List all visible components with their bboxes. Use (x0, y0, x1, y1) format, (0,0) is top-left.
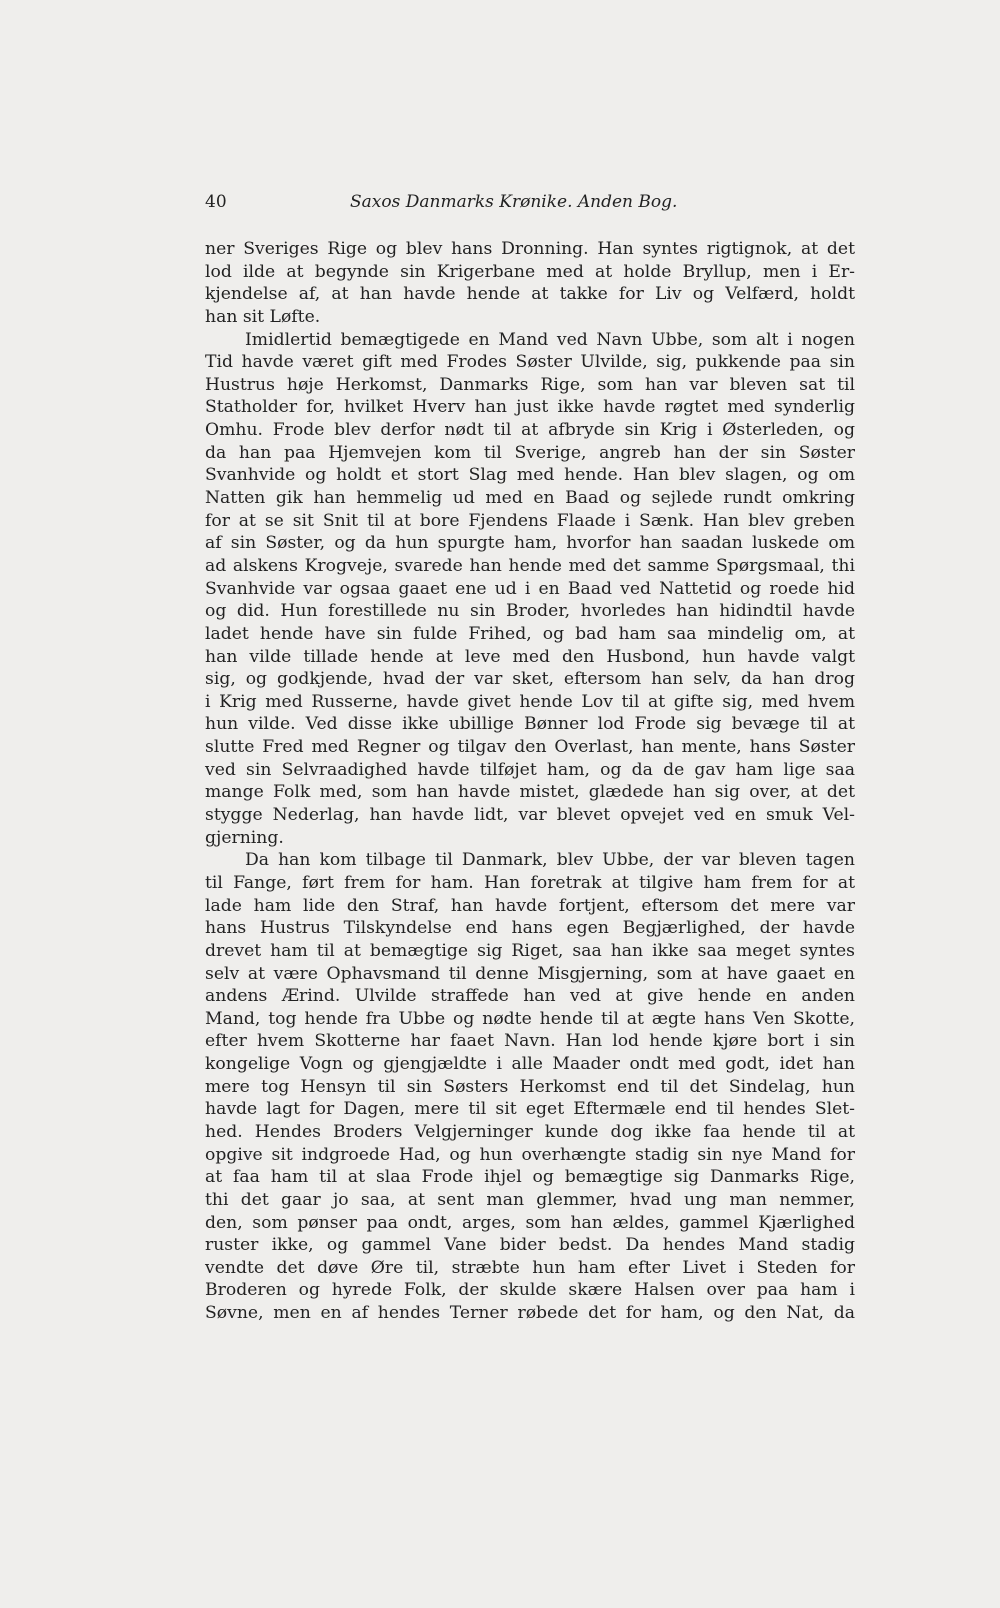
text-line: Svanhvide var ogsaa gaaet ene ud i en Baad ved Nattetid og roede hid (205, 578, 855, 599)
text-line: Søvne, men en af hendes Terner røbede det for ham, og den Nat, da (205, 1303, 855, 1324)
text-line: ner Sveriges Rige og blev hans Dronning. Han syntes rigtignok, at det (205, 239, 855, 259)
text-line: efter hvem Skotterne har faaet Navn. Han lod hende kjøre bort i sin (205, 1031, 855, 1052)
text-line: han sit Løfte. (205, 306, 321, 327)
text-line: Statholder for, hvilket Hverv han just ikke havde røgtet med synderlig (205, 397, 855, 418)
text-line: for at se sit Snit til at bore Fjendens Flaade i Sænk. Han blev greben (205, 510, 855, 531)
text-line: thi det gaar jo saa, at sent man glemmer, hvad ung man nemmer, (205, 1189, 855, 1210)
text-line: Tid havde været gift med Frodes Søster Ulvilde, sig, pukkende paa sin (205, 352, 855, 373)
text-line: havde lagt for Dagen, mere til sit eget Eftermæle end til hendes Slet- (205, 1099, 855, 1120)
text-line: mere tog Hensyn til sin Søsters Herkomst end til det Sindelag, hun (205, 1076, 855, 1097)
text-line: lod ilde at begynde sin Krigerbane med at holde Bryllup, men i Er- (205, 261, 855, 282)
text-line: at faa ham til at slaa Frode ihjel og bemægtige sig Danmarks Rige, (205, 1167, 855, 1188)
text-line: ladet hende have sin fulde Frihed, og bad ham saa mindelig om, at (205, 623, 855, 644)
text-line: da han paa Hjemvejen kom til Sverige, angreb han der sin Søster (205, 442, 855, 463)
text-line: Da han kom tilbage til Danmark, blev Ubbe, der var bleven tagen (245, 850, 855, 871)
text-line: Omhu. Frode blev derfor nødt til at afbryde sin Krig i Østerleden, og (205, 420, 855, 441)
text-line: kongelige Vogn og gjengjældte i alle Maader ondt med godt, idet han (205, 1054, 855, 1075)
text-line: hed. Hendes Broders Velgjerninger kunde dog ikke faa hende til at (205, 1121, 855, 1142)
text-line: gjerning. (205, 827, 284, 848)
text-line: sig, og godkjende, hvad der var sket, eftersom han selv, da han drog (205, 669, 855, 690)
text-line: til Fange, ført frem for ham. Han foretrak at tilgive ham frem for at (205, 872, 855, 893)
text-line: ad alskens Krogveje, svarede han hende med det samme Spørgsmaal, thi (205, 555, 855, 576)
text-line: den, som pønser paa ondt, arges, som han ældes, gammel Kjærlighed (205, 1212, 855, 1233)
body-text (205, 238, 855, 1325)
page-header (205, 192, 855, 222)
text-line: selv at være Ophavsmand til denne Misgjerning, som at have gaaet en (205, 963, 855, 984)
text-line: og did. Hun forestillede nu sin Broder, hvorledes han hidindtil havde (205, 601, 855, 622)
text-line: af sin Søster, og da hun spurgte ham, hvorfor han saadan luskede om (205, 533, 855, 554)
text-line: lade ham lide den Straf, han havde fortjent, eftersom det mere var (205, 895, 855, 916)
text-line: slutte Fred med Regner og tilgav den Overlast, han mente, hans Søster (205, 737, 855, 758)
running-title: Saxos Danmarks Krønike. Anden Bog. (350, 192, 678, 212)
text-line: drevet ham til at bemægtige sig Riget, saa han ikke saa meget syntes (205, 940, 855, 961)
text-line: kjendelse af, at han havde hende at takke for Liv og Velfærd, holdt (205, 284, 855, 305)
text-line: mange Folk med, som han havde mistet, glædede han sig over, at det (205, 782, 855, 803)
text-line: Svanhvide og holdt et stort Slag med hende. Han blev slagen, og om (205, 465, 855, 486)
text-line: ruster ikke, og gammel Vane bider bedst. Da hendes Mand stadig (205, 1235, 855, 1256)
text-line: andens Ærind. Ulvilde straffede han ved at give hende en anden (205, 986, 855, 1007)
text-line: Hustrus høje Herkomst, Danmarks Rige, som han var bleven sat til (205, 374, 855, 395)
text-line: i Krig med Russerne, havde givet hende Lov til at gifte sig, med hvem (205, 691, 855, 712)
page-number: 40 (205, 192, 227, 212)
text-line: hun vilde. Ved disse ikke ubillige Bønner lod Frode sig bevæge til at (205, 714, 855, 735)
text-line: Imidlertid bemægtigede en Mand ved Navn Ubbe, som alt i nogen (245, 329, 855, 350)
text-line: Broderen og hyrede Folk, der skulde skære Halsen over paa ham i (205, 1280, 855, 1301)
text-line: han vilde tillade hende at leve med den Husbond, hun havde valgt (205, 646, 855, 667)
text-line: Natten gik han hemmelig ud med en Baad og sejlede rundt omkring (205, 488, 855, 509)
text-line: stygge Nederlag, han havde lidt, var blevet opvejet ved en smuk Vel- (205, 805, 855, 826)
text-line: vendte det døve Øre til, stræbte hun ham efter Livet i Steden for (205, 1257, 855, 1278)
text-line: ved sin Selvraadighed havde tilføjet ham, og da de gav ham lige saa (205, 759, 855, 780)
text-line: Mand, tog hende fra Ubbe og nødte hende til at ægte hans Ven Skotte, (205, 1008, 855, 1029)
text-line: hans Hustrus Tilskyndelse end hans egen Begjærlighed, der havde (205, 918, 855, 939)
text-line: opgive sit indgroede Had, og hun overhængte stadig sin nye Mand for (205, 1144, 855, 1165)
